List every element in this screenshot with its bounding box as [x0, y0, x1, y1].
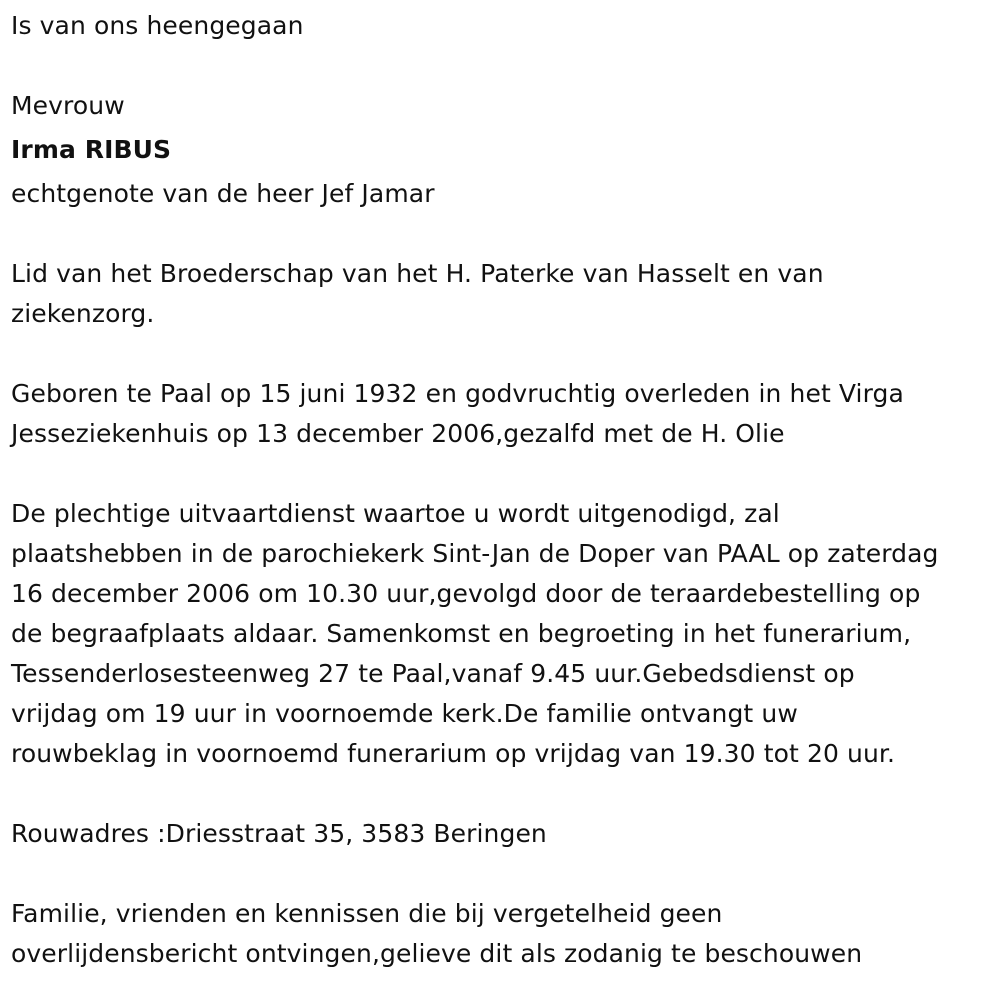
- paragraph-line: Geboren te Paal op 15 juni 1932 en godvruchtig overleden in het Virga: [11, 379, 904, 408]
- spacer: [11, 46, 996, 86]
- paragraph-line: vrijdag om 19 uur in voornoemde kerk.De familie ontvangt uw: [11, 699, 798, 728]
- death-notice: [11, 6, 996, 974]
- paragraph-line: Lid van het Broederschap van het H. Paterke van Hasselt en van: [11, 259, 824, 288]
- paragraph-line: ziekenzorg.: [11, 299, 155, 328]
- paragraph-line: De plechtige uitvaartdienst waartoe u wordt uitgenodigd, zal: [11, 499, 780, 528]
- spouse-text: echtgenote van de heer Jef Jamar: [11, 179, 435, 208]
- paragraph-line: Jesseziekenhuis op 13 december 2006,gezalfd met de H. Olie: [11, 419, 785, 448]
- paragraph-line: Familie, vrienden en kennissen die bij vergetelheid geen: [11, 899, 723, 928]
- spacer: [11, 854, 996, 894]
- intro-text: Is van ons heengegaan: [11, 11, 304, 40]
- funeral-paragraph: [11, 494, 996, 774]
- membership-paragraph: [11, 254, 996, 334]
- birth-death-paragraph: [11, 374, 996, 454]
- deceased-name: Irma RIBUS: [11, 135, 172, 164]
- paragraph-line: Tessenderlosesteenweg 27 te Paal,vanaf 9.45 uur.Gebedsdienst op: [11, 659, 855, 688]
- paragraph-line: plaatshebben in de parochiekerk Sint-Jan de Doper van PAAL op zaterdag: [11, 539, 939, 568]
- mourning-address: Rouwadres :Driesstraat 35, 3583 Beringen: [11, 819, 547, 848]
- spacer: [11, 774, 996, 814]
- spacer: [11, 214, 996, 254]
- paragraph-line: de begraafplaats aldaar. Samenkomst en begroeting in het funerarium,: [11, 619, 912, 648]
- closing-paragraph: [11, 894, 996, 974]
- spacer: [11, 334, 996, 374]
- spacer: [11, 454, 996, 494]
- paragraph-line: rouwbeklag in voornoemd funerarium op vrijdag van 19.30 tot 20 uur.: [11, 739, 896, 768]
- honorific: Mevrouw: [11, 91, 125, 120]
- paragraph-line: overlijdensbericht ontvingen,gelieve dit als zodanig te beschouwen: [11, 939, 863, 968]
- paragraph-line: 16 december 2006 om 10.30 uur,gevolgd door de teraardebestelling op: [11, 579, 921, 608]
